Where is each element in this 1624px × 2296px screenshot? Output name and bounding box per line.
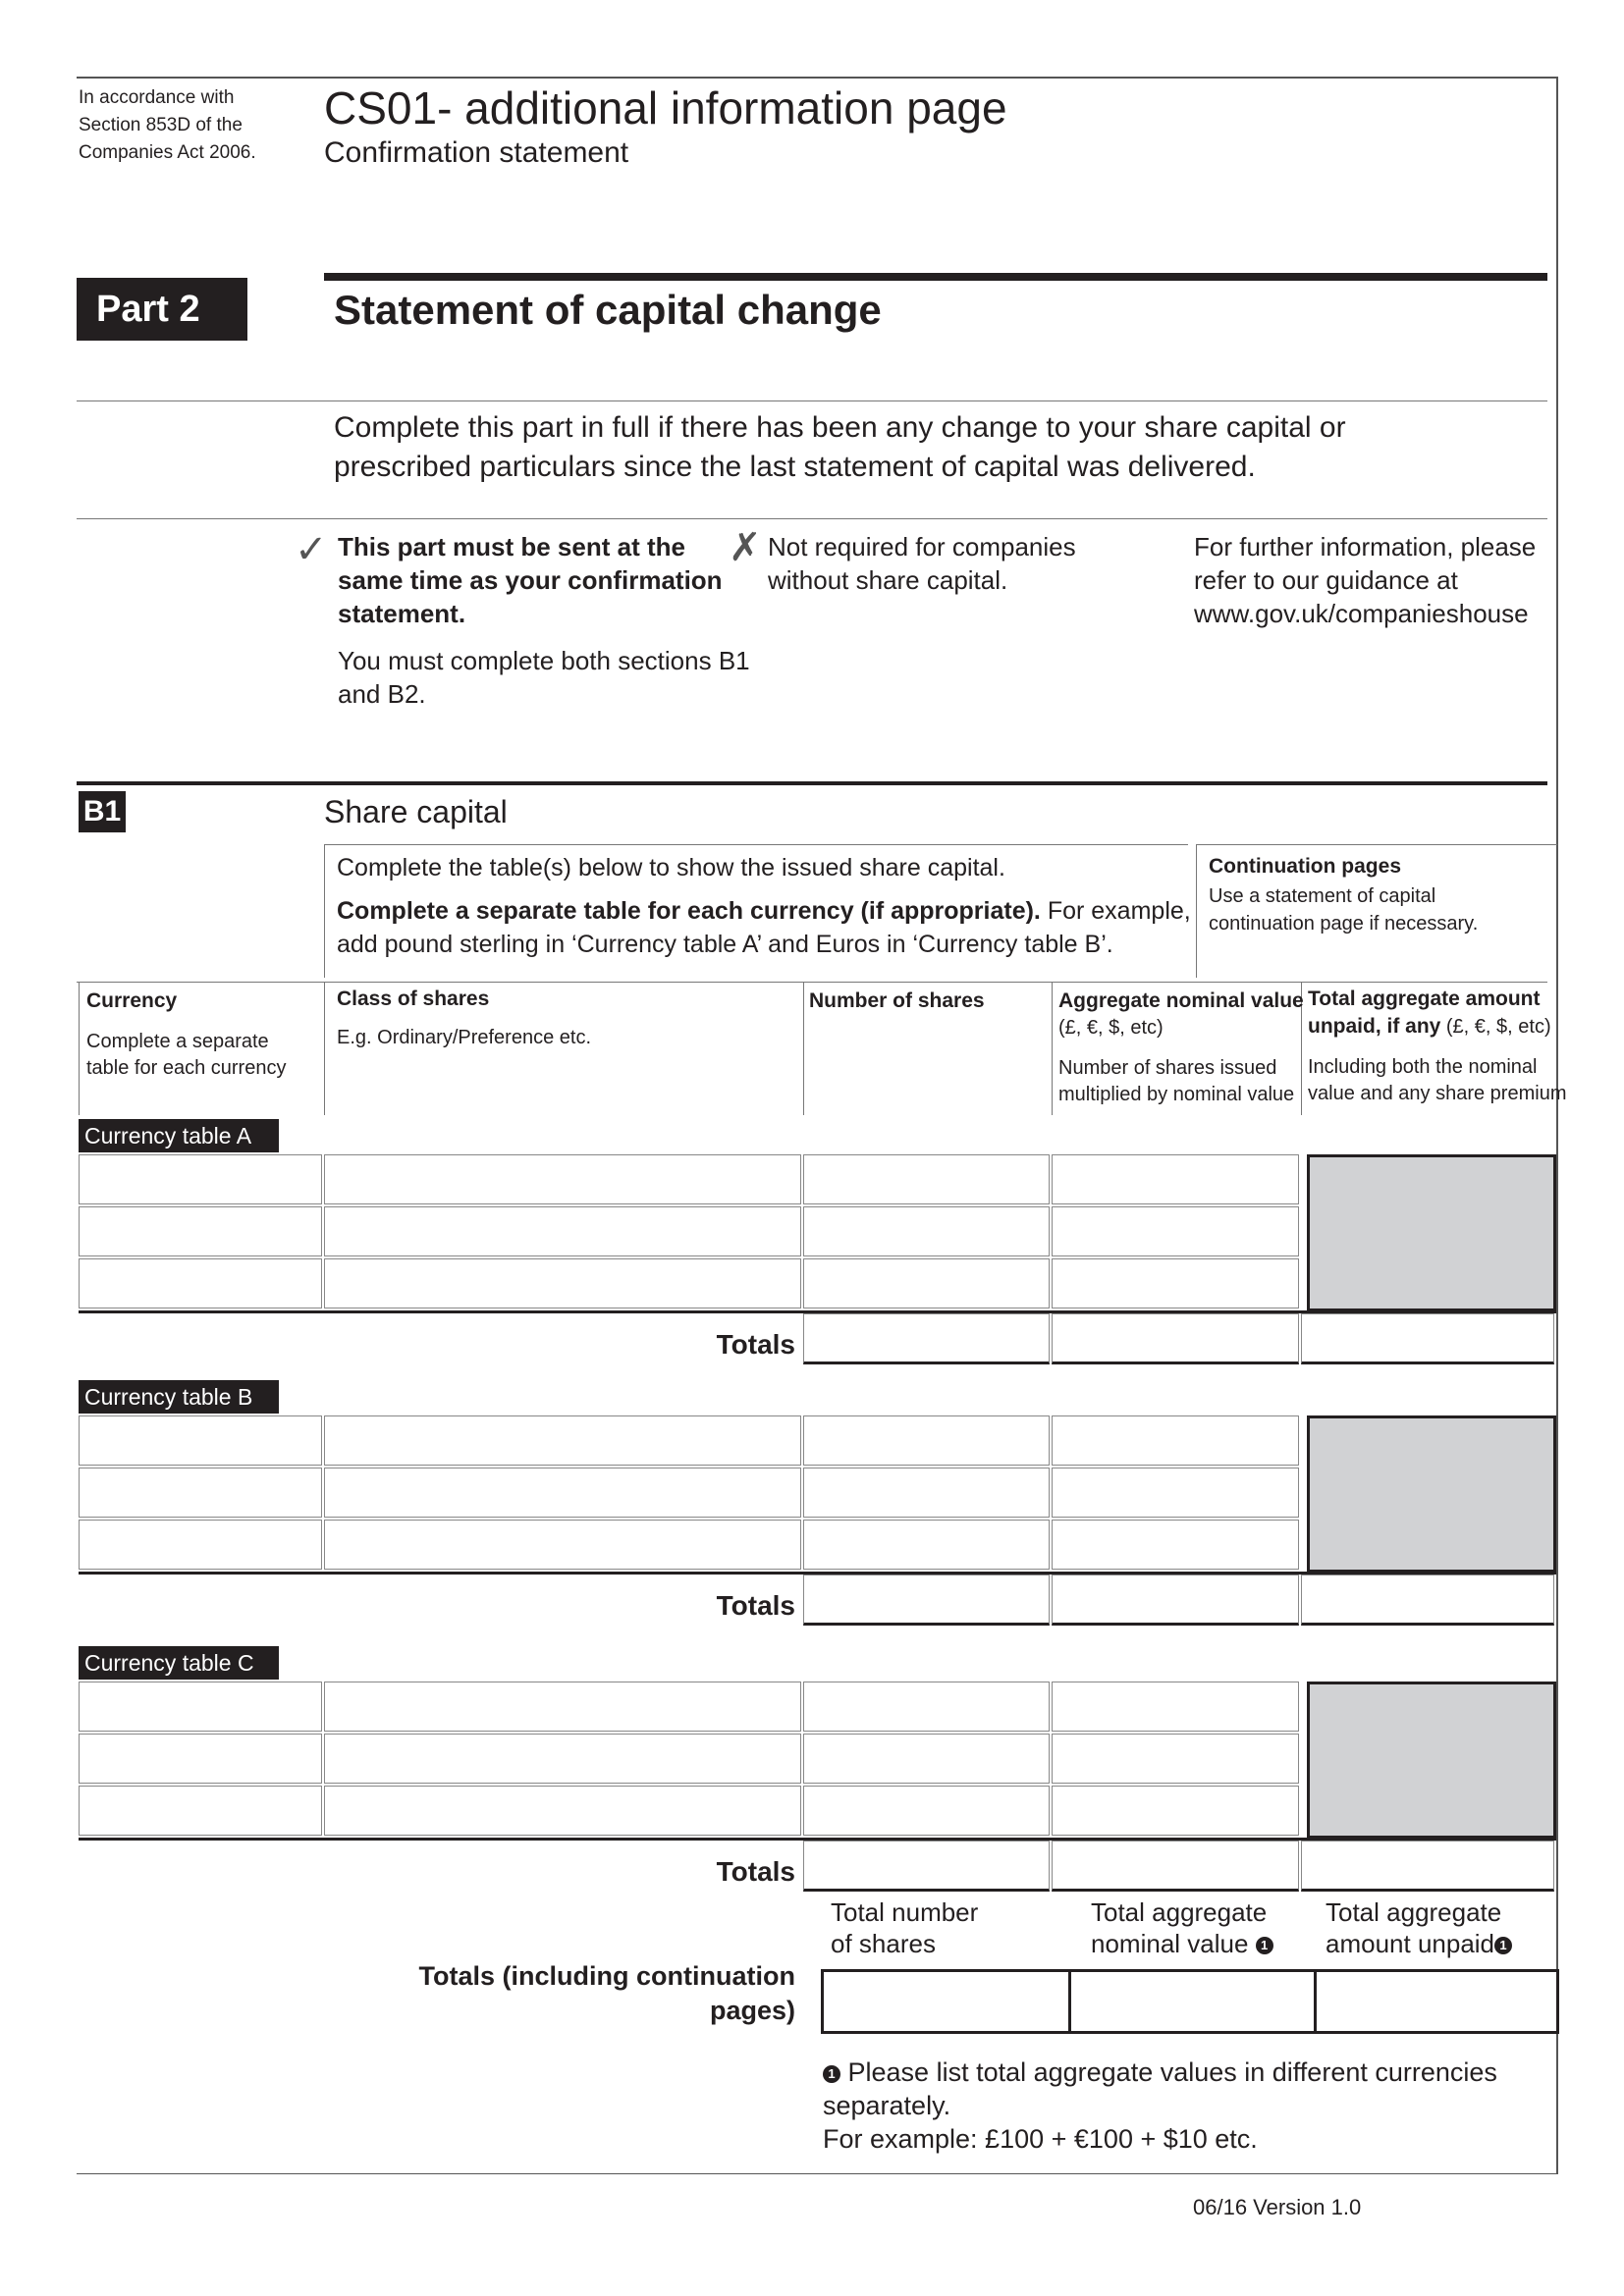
table-b-row-1-currency-field[interactable] [79,1415,322,1466]
divider [77,518,1547,519]
table-a-row-1-class-of-shares-field[interactable] [324,1154,801,1204]
unpaid-column-header: Total aggregate amount unpaid, if any (£, €, $, etc) Including both the nominal value and any share premium [1308,988,1567,1104]
header-rule [77,982,1547,983]
must-send-note: This part must be sent at the same time as your confirmation statement. [338,532,723,628]
table-b-row-1-aggregate-nominal-field[interactable] [1052,1415,1299,1466]
table-a-row-3-aggregate-nominal-field[interactable] [1052,1258,1299,1308]
table-c-total-nominal-field[interactable] [1052,1841,1299,1892]
summary-box [821,1969,1559,2034]
summary-header-nominal: Total aggregate nominal value 1 [1091,1896,1273,1959]
table-a-row-3-number-of-shares-field[interactable] [803,1258,1050,1308]
currency-table-b-label: Currency table B [79,1380,279,1414]
table-c-totals-label: Totals [716,1856,795,1887]
footnote-marker: 1 [823,2065,840,2083]
form-subtitle: Confirmation statement [324,136,629,169]
table-a-row-2-aggregate-nominal-field[interactable] [1052,1206,1299,1256]
table-b-unpaid-shaded-area [1307,1415,1556,1573]
summary-total-unpaid-field[interactable] [1317,1972,1556,2031]
table-b-totals-label: Totals [716,1590,795,1621]
table-a-row-1-number-of-shares-field[interactable] [803,1154,1050,1204]
table-b-row-3-number-of-shares-field[interactable] [803,1520,1050,1570]
divider [77,400,1547,401]
table-b-row-3-aggregate-nominal-field[interactable] [1052,1520,1299,1570]
summary-header-unpaid: Total aggregate amount unpaid 1 [1326,1896,1512,1959]
currency-column-header: Currency Complete a separate table for each currency [86,989,287,1079]
table-b-row-1-class-of-shares-field[interactable] [324,1415,801,1466]
nominal-column-header: Aggregate nominal value (£, €, $, etc) Number of shares issued multiplied by nominal value [1058,989,1304,1105]
table-a-unpaid-shaded-area [1307,1154,1556,1311]
table-c-unpaid-shaded-area [1307,1682,1556,1839]
table-b-total-number-field[interactable] [803,1575,1050,1626]
table-a-total-unpaid-field[interactable] [1301,1313,1554,1364]
table-a-row-3-class-of-shares-field[interactable] [324,1258,801,1308]
table-a-row-3-currency-field[interactable] [79,1258,322,1308]
table-c-row-1-aggregate-nominal-field[interactable] [1052,1682,1299,1732]
instructions-box: Complete the table(s) below to show the issued share capital. Complete a separate table for each currency (if appropriate). For example, add pound sterling in ‘Currency table A’ and Euros in ‘Currency table B’. [324,844,1188,978]
table-b-row-1-number-of-shares-field[interactable] [803,1415,1050,1466]
section-label: B1 [79,791,126,832]
bottom-rule [77,2173,1558,2174]
table-b-row-2-aggregate-nominal-field[interactable] [1052,1468,1299,1518]
summary-total-nominal-field[interactable] [1071,1972,1314,2031]
legal-reference: In accordance with Section 853D of the Companies Act 2006. [79,87,256,163]
summary-total-shares-field[interactable] [824,1972,1068,2031]
table-a-row-1-currency-field[interactable] [79,1154,322,1204]
currency-table-a-label: Currency table A [79,1119,279,1152]
part-title: Statement of capital change [334,287,882,333]
page-frame-right [1556,77,1558,2174]
table-c-row-1-number-of-shares-field[interactable] [803,1682,1050,1732]
class-column-header: Class of shares E.g. Ordinary/Preference etc. [337,988,592,1048]
table-c-row-2-class-of-shares-field[interactable] [324,1734,801,1784]
page-frame-top [77,77,1558,79]
section-rule [77,781,1547,785]
table-c-row-3-number-of-shares-field[interactable] [803,1786,1050,1836]
sections-note: You must complete both sections B1 and B2. [338,646,750,709]
footnote: 1 Please list total aggregate values in different currencies separately. For example: £100 + €100 + $10 etc. [823,2057,1497,2154]
table-a-row-2-currency-field[interactable] [79,1206,322,1256]
footnote-marker: 1 [1256,1937,1273,1954]
table-c-row-2-number-of-shares-field[interactable] [803,1734,1050,1784]
table-c-row-2-aggregate-nominal-field[interactable] [1052,1734,1299,1784]
part-label: Part 2 [77,278,247,341]
table-b-row-3-currency-field[interactable] [79,1520,322,1570]
version-footer: 06/16 Version 1.0 [1193,2195,1362,2219]
form-title: CS01- additional information page [324,82,1007,133]
table-a-row-2-number-of-shares-field[interactable] [803,1206,1050,1256]
not-required-note: Not required for companies without share capital. [768,532,1076,595]
section-title: Share capital [324,794,508,829]
table-b-row-2-currency-field[interactable] [79,1468,322,1518]
table-c-total-number-field[interactable] [803,1841,1050,1892]
table-b-total-nominal-field[interactable] [1052,1575,1299,1626]
table-a-totals-label: Totals [716,1329,795,1360]
table-a-total-nominal-field[interactable] [1052,1313,1299,1364]
table-a-row-1-aggregate-nominal-field[interactable] [1052,1154,1299,1204]
table-c-row-3-aggregate-nominal-field[interactable] [1052,1786,1299,1836]
table-b-row-2-class-of-shares-field[interactable] [324,1468,801,1518]
table-b-row-3-class-of-shares-field[interactable] [324,1520,801,1570]
table-a-row-2-class-of-shares-field[interactable] [324,1206,801,1256]
table-c-row-3-currency-field[interactable] [79,1786,322,1836]
number-column-header: Number of shares [809,989,985,1012]
table-c-row-3-class-of-shares-field[interactable] [324,1786,801,1836]
currency-table-c-label: Currency table C [79,1646,279,1680]
table-c-total-unpaid-field[interactable] [1301,1841,1554,1892]
continuation-box: Continuation pages Use a statement of capital continuation page if necessary. [1196,844,1557,978]
part-intro: Complete this part in full if there has been any change to your share capital or prescribed particulars since the last statement of capital was delivered. [334,411,1346,483]
part-rule [324,273,1547,281]
table-c-row-1-currency-field[interactable] [79,1682,322,1732]
table-c-row-1-class-of-shares-field[interactable] [324,1682,801,1732]
summary-label: Totals (including continuation pages) [418,1961,795,2025]
table-b-total-unpaid-field[interactable] [1301,1575,1554,1626]
summary-header-number: Total number of shares [831,1897,979,1958]
table-b-row-2-number-of-shares-field[interactable] [803,1468,1050,1518]
cross-icon: ✗ [729,526,762,569]
table-c-row-2-currency-field[interactable] [79,1734,322,1784]
tick-icon: ✓ [295,528,328,571]
further-info-note: For further information, please refer to our guidance at www.gov.uk/companieshouse [1194,532,1537,628]
table-a-total-number-field[interactable] [803,1313,1050,1364]
footnote-marker: 1 [1494,1937,1512,1954]
